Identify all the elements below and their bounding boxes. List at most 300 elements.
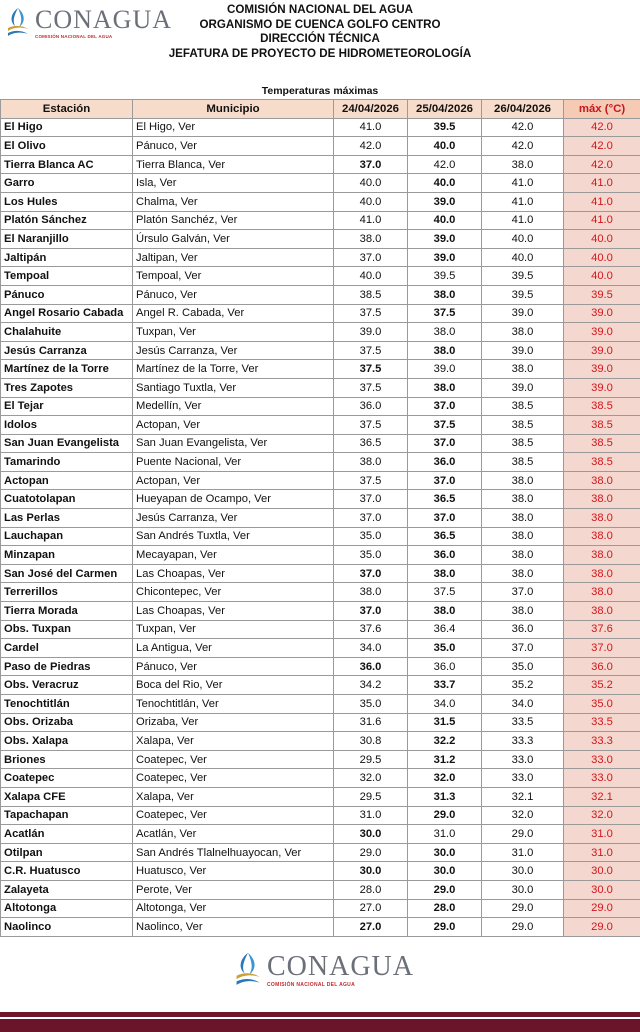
temp-max-cell: 39.0 — [564, 378, 640, 397]
station-cell: Terrerillos — [1, 583, 133, 602]
temp-day1-cell: 30.0 — [334, 862, 408, 881]
temp-day3-cell: 34.0 — [482, 695, 564, 714]
temp-day2-cell: 39.0 — [408, 192, 482, 211]
temp-day1-cell: 35.0 — [334, 546, 408, 565]
table-row — [1, 341, 640, 360]
table-row — [1, 918, 640, 937]
municipality-cell: Orizaba, Ver — [133, 713, 334, 732]
station-cell: Obs. Tuxpan — [1, 620, 133, 639]
municipality-cell: Pánuco, Ver — [133, 285, 334, 304]
table-row — [1, 769, 640, 788]
temp-max-cell: 39.5 — [564, 285, 640, 304]
station-cell: Tierra Blanca AC — [1, 155, 133, 174]
table-row — [1, 118, 640, 137]
temp-max-cell: 39.0 — [564, 323, 640, 342]
municipality-cell: El Higo, Ver — [133, 118, 334, 137]
temp-max-cell: 38.0 — [564, 490, 640, 509]
temp-max-cell: 30.0 — [564, 862, 640, 881]
temp-day3-cell: 39.5 — [482, 267, 564, 286]
table-row — [1, 434, 640, 453]
municipality-cell: San Juan Evangelista, Ver — [133, 434, 334, 453]
municipality-cell: Xalapa, Ver — [133, 732, 334, 751]
temp-day3-cell: 41.0 — [482, 174, 564, 193]
temp-day3-cell: 38.0 — [482, 527, 564, 546]
table-row — [1, 174, 640, 193]
temp-day1-cell: 40.0 — [334, 192, 408, 211]
table-row — [1, 750, 640, 769]
table-row — [1, 323, 640, 342]
table-row — [1, 527, 640, 546]
temp-day1-cell: 37.5 — [334, 304, 408, 323]
municipality-cell: Altotonga, Ver — [133, 899, 334, 918]
temp-day3-cell: 33.0 — [482, 769, 564, 788]
temp-day3-cell: 29.0 — [482, 825, 564, 844]
municipality-cell: San Andrés Tlalnelhuayocan, Ver — [133, 843, 334, 862]
municipality-cell: Huatusco, Ver — [133, 862, 334, 881]
municipality-cell: Úrsulo Galván, Ver — [133, 230, 334, 249]
temp-day3-cell: 33.0 — [482, 750, 564, 769]
table-row — [1, 192, 640, 211]
table-row — [1, 211, 640, 230]
temp-day1-cell: 40.0 — [334, 174, 408, 193]
station-cell: Cuatotolapan — [1, 490, 133, 509]
temp-day3-cell: 41.0 — [482, 211, 564, 230]
temp-day3-cell: 40.0 — [482, 248, 564, 267]
table-row — [1, 509, 640, 528]
table-row — [1, 732, 640, 751]
temp-day3-cell: 31.0 — [482, 843, 564, 862]
footer-logo-subtitle: COMISIÓN NACIONAL DEL AGUA — [267, 981, 355, 988]
temp-day1-cell: 37.5 — [334, 360, 408, 379]
municipality-cell: Tuxpan, Ver — [133, 323, 334, 342]
temp-day1-cell: 37.0 — [334, 490, 408, 509]
temp-day3-cell: 38.5 — [482, 453, 564, 472]
temp-max-cell: 38.5 — [564, 397, 640, 416]
station-cell: Obs. Xalapa — [1, 732, 133, 751]
temp-max-cell: 40.0 — [564, 248, 640, 267]
temp-day2-cell: 31.5 — [408, 713, 482, 732]
station-cell: Chalahuite — [1, 323, 133, 342]
temp-max-cell: 37.0 — [564, 639, 640, 658]
temp-day1-cell: 27.0 — [334, 899, 408, 918]
temp-day2-cell: 37.0 — [408, 509, 482, 528]
station-cell: Idolos — [1, 416, 133, 435]
header-line-agency: COMISIÓN NACIONAL DEL AGUA — [227, 3, 413, 16]
municipality-cell: Santiago Tuxtla, Ver — [133, 378, 334, 397]
temp-day1-cell: 38.0 — [334, 453, 408, 472]
temp-day2-cell: 38.0 — [408, 602, 482, 621]
temp-day3-cell: 32.1 — [482, 787, 564, 806]
temp-day2-cell: 37.0 — [408, 434, 482, 453]
station-cell: Actopan — [1, 471, 133, 490]
municipality-cell: Pánuco, Ver — [133, 137, 334, 156]
temp-day3-cell: 29.0 — [482, 918, 564, 937]
station-cell: Otilpan — [1, 843, 133, 862]
table-row — [1, 639, 640, 658]
municipality-cell: Coatepec, Ver — [133, 750, 334, 769]
temp-day3-cell: 39.0 — [482, 341, 564, 360]
temp-day3-cell: 37.0 — [482, 639, 564, 658]
temp-day3-cell: 42.0 — [482, 118, 564, 137]
temp-max-cell: 38.0 — [564, 509, 640, 528]
table-row — [1, 843, 640, 862]
table-row — [1, 397, 640, 416]
station-cell: Pánuco — [1, 285, 133, 304]
municipality-cell: Tenochtitlán, Ver — [133, 695, 334, 714]
municipality-cell: Boca del Rio, Ver — [133, 676, 334, 695]
station-cell: Naolinco — [1, 918, 133, 937]
station-cell: Tenochtitlán — [1, 695, 133, 714]
municipality-cell: Xalapa, Ver — [133, 787, 334, 806]
municipality-cell: Jesús Carranza, Ver — [133, 509, 334, 528]
table-header-row — [1, 100, 640, 119]
temp-day2-cell: 40.0 — [408, 174, 482, 193]
temp-max-cell: 39.0 — [564, 304, 640, 323]
table-row — [1, 787, 640, 806]
table-row — [1, 285, 640, 304]
station-cell: Xalapa CFE — [1, 787, 133, 806]
temp-day2-cell: 39.5 — [408, 267, 482, 286]
table-row — [1, 137, 640, 156]
table-row — [1, 248, 640, 267]
table-row — [1, 583, 640, 602]
temp-day2-cell: 29.0 — [408, 880, 482, 899]
temp-day1-cell: 38.5 — [334, 285, 408, 304]
temp-day1-cell: 29.5 — [334, 750, 408, 769]
table-row — [1, 230, 640, 249]
temp-day1-cell: 36.0 — [334, 657, 408, 676]
temp-day2-cell: 33.7 — [408, 676, 482, 695]
station-cell: Los Hules — [1, 192, 133, 211]
temp-day2-cell: 37.5 — [408, 304, 482, 323]
table-row — [1, 360, 640, 379]
station-cell: El Olivo — [1, 137, 133, 156]
temp-max-cell: 38.0 — [564, 471, 640, 490]
municipality-cell: Jesús Carranza, Ver — [133, 341, 334, 360]
station-cell: Zalayeta — [1, 880, 133, 899]
station-cell: Altotonga — [1, 899, 133, 918]
temp-day3-cell: 38.0 — [482, 471, 564, 490]
temp-day2-cell: 35.0 — [408, 639, 482, 658]
temp-max-cell: 38.0 — [564, 527, 640, 546]
temp-day1-cell: 39.0 — [334, 323, 408, 342]
temp-max-cell: 39.0 — [564, 360, 640, 379]
station-cell: Jaltipán — [1, 248, 133, 267]
station-cell: Briones — [1, 750, 133, 769]
temp-max-cell: 36.0 — [564, 657, 640, 676]
temp-max-cell: 33.0 — [564, 750, 640, 769]
temp-day3-cell: 35.2 — [482, 676, 564, 695]
station-cell: San José del Carmen — [1, 564, 133, 583]
table-row — [1, 416, 640, 435]
municipality-cell: Angel R. Cabada, Ver — [133, 304, 334, 323]
table-row — [1, 304, 640, 323]
temp-max-cell: 38.0 — [564, 564, 640, 583]
temp-day3-cell: 38.0 — [482, 490, 564, 509]
temp-day1-cell: 37.0 — [334, 248, 408, 267]
temp-max-cell: 38.0 — [564, 602, 640, 621]
temp-max-cell: 29.0 — [564, 918, 640, 937]
temp-day2-cell: 36.0 — [408, 657, 482, 676]
municipality-cell: Chalma, Ver — [133, 192, 334, 211]
document-header — [150, 3, 490, 61]
station-cell: Lauchapan — [1, 527, 133, 546]
col-header-date-2: 25/04/2026 — [408, 100, 482, 119]
temp-day2-cell: 38.0 — [408, 341, 482, 360]
table-row — [1, 471, 640, 490]
table-subtitle: Temperaturas máximas — [261, 85, 379, 97]
temp-max-cell: 38.5 — [564, 416, 640, 435]
municipality-cell: Platón Sanchéz, Ver — [133, 211, 334, 230]
temp-day2-cell: 31.0 — [408, 825, 482, 844]
col-header-municipality: Municipio — [133, 100, 334, 119]
temp-day1-cell: 37.0 — [334, 602, 408, 621]
temp-day2-cell: 37.0 — [408, 397, 482, 416]
table-row — [1, 899, 640, 918]
temp-day1-cell: 37.5 — [334, 471, 408, 490]
station-cell: Minzapan — [1, 546, 133, 565]
station-cell: Tapachapan — [1, 806, 133, 825]
station-cell: Las Perlas — [1, 509, 133, 528]
temp-max-cell: 33.0 — [564, 769, 640, 788]
station-cell: Martínez de la Torre — [1, 360, 133, 379]
temp-day3-cell: 41.0 — [482, 192, 564, 211]
temp-day2-cell: 37.5 — [408, 583, 482, 602]
temp-day1-cell: 37.5 — [334, 416, 408, 435]
temp-day1-cell: 30.0 — [334, 825, 408, 844]
temp-day3-cell: 36.0 — [482, 620, 564, 639]
temp-day2-cell: 36.4 — [408, 620, 482, 639]
temp-day1-cell: 29.5 — [334, 787, 408, 806]
temp-day2-cell: 36.5 — [408, 527, 482, 546]
temp-day3-cell: 40.0 — [482, 230, 564, 249]
temp-day1-cell: 34.0 — [334, 639, 408, 658]
temp-day3-cell: 38.5 — [482, 397, 564, 416]
temp-day3-cell: 38.5 — [482, 416, 564, 435]
station-cell: Tamarindo — [1, 453, 133, 472]
temp-day2-cell: 39.5 — [408, 118, 482, 137]
temp-max-cell: 40.0 — [564, 267, 640, 286]
station-cell: Tempoal — [1, 267, 133, 286]
logo-subtitle: COMISIÓN NACIONAL DEL AGUA — [35, 33, 113, 39]
municipality-cell: Pánuco, Ver — [133, 657, 334, 676]
temp-day2-cell: 36.5 — [408, 490, 482, 509]
temp-day2-cell: 36.0 — [408, 546, 482, 565]
temp-day2-cell: 39.0 — [408, 360, 482, 379]
temp-day1-cell: 41.0 — [334, 211, 408, 230]
footer-logo-wordmark: CONAGUA — [267, 950, 414, 982]
municipality-cell: Actopan, Ver — [133, 471, 334, 490]
temp-max-cell: 38.0 — [564, 583, 640, 602]
temp-day3-cell: 39.0 — [482, 304, 564, 323]
table-row — [1, 564, 640, 583]
station-cell: Tierra Morada — [1, 602, 133, 621]
temp-day3-cell: 42.0 — [482, 137, 564, 156]
table-row — [1, 862, 640, 881]
table-row — [1, 602, 640, 621]
municipality-cell: San Andrés Tuxtla, Ver — [133, 527, 334, 546]
temp-max-cell: 35.0 — [564, 695, 640, 714]
temp-day1-cell: 41.0 — [334, 118, 408, 137]
temp-max-cell: 41.0 — [564, 174, 640, 193]
temp-max-cell: 32.0 — [564, 806, 640, 825]
temp-day2-cell: 39.0 — [408, 230, 482, 249]
temp-day1-cell: 31.0 — [334, 806, 408, 825]
table-row — [1, 695, 640, 714]
station-cell: Paso de Piedras — [1, 657, 133, 676]
temp-day2-cell: 39.0 — [408, 248, 482, 267]
temp-day1-cell: 37.5 — [334, 341, 408, 360]
temp-day3-cell: 38.0 — [482, 155, 564, 174]
municipality-cell: Naolinco, Ver — [133, 918, 334, 937]
station-cell: Acatlán — [1, 825, 133, 844]
temp-day3-cell: 29.0 — [482, 899, 564, 918]
temp-day3-cell: 39.5 — [482, 285, 564, 304]
temp-max-cell: 29.0 — [564, 899, 640, 918]
table-row — [1, 676, 640, 695]
temp-day3-cell: 37.0 — [482, 583, 564, 602]
temp-day2-cell: 34.0 — [408, 695, 482, 714]
municipality-cell: Las Choapas, Ver — [133, 602, 334, 621]
municipality-cell: Medellín, Ver — [133, 397, 334, 416]
temp-day3-cell: 38.0 — [482, 509, 564, 528]
temp-day1-cell: 35.0 — [334, 527, 408, 546]
temp-max-cell: 38.0 — [564, 546, 640, 565]
temp-day2-cell: 38.0 — [408, 564, 482, 583]
col-header-station: Estación — [1, 100, 133, 119]
conagua-footer-logo — [232, 950, 414, 990]
temp-day2-cell: 29.0 — [408, 918, 482, 937]
temp-day3-cell: 38.5 — [482, 434, 564, 453]
temp-day2-cell: 29.0 — [408, 806, 482, 825]
station-cell: Obs. Orizaba — [1, 713, 133, 732]
station-cell: Tres Zapotes — [1, 378, 133, 397]
station-cell: Obs. Veracruz — [1, 676, 133, 695]
municipality-cell: Tierra Blanca, Ver — [133, 155, 334, 174]
header-line-direction: DIRECCIÓN TÉCNICA — [260, 32, 380, 46]
municipality-cell: Acatlán, Ver — [133, 825, 334, 844]
temp-day1-cell: 34.2 — [334, 676, 408, 695]
station-cell: Garro — [1, 174, 133, 193]
municipality-cell: Mecayapan, Ver — [133, 546, 334, 565]
col-header-max: máx (°C) — [564, 100, 640, 119]
temp-day2-cell: 40.0 — [408, 211, 482, 230]
temp-day2-cell: 32.0 — [408, 769, 482, 788]
temp-day3-cell: 38.0 — [482, 360, 564, 379]
temp-max-cell: 31.0 — [564, 825, 640, 844]
temp-max-cell: 31.0 — [564, 843, 640, 862]
temp-day2-cell: 42.0 — [408, 155, 482, 174]
temp-day3-cell: 39.0 — [482, 378, 564, 397]
temp-day1-cell: 40.0 — [334, 267, 408, 286]
footer-bar-thin — [0, 1012, 640, 1017]
temp-day2-cell: 37.0 — [408, 471, 482, 490]
table-row — [1, 880, 640, 899]
logo-wordmark: CONAGUA — [35, 4, 172, 34]
municipality-cell: Martínez de la Torre, Ver — [133, 360, 334, 379]
table-row — [1, 657, 640, 676]
municipality-cell: Hueyapan de Ocampo, Ver — [133, 490, 334, 509]
temp-max-cell: 41.0 — [564, 211, 640, 230]
temp-day3-cell: 35.0 — [482, 657, 564, 676]
temp-day1-cell: 37.5 — [334, 378, 408, 397]
station-cell: Platón Sánchez — [1, 211, 133, 230]
temp-day2-cell: 32.2 — [408, 732, 482, 751]
conagua-logo — [4, 6, 172, 40]
temp-day1-cell: 35.0 — [334, 695, 408, 714]
table-row — [1, 453, 640, 472]
temp-day3-cell: 33.5 — [482, 713, 564, 732]
municipality-cell: Chicontepec, Ver — [133, 583, 334, 602]
municipality-cell: Perote, Ver — [133, 880, 334, 899]
table-row — [1, 378, 640, 397]
temp-day2-cell: 40.0 — [408, 137, 482, 156]
temp-day2-cell: 31.3 — [408, 787, 482, 806]
temp-day1-cell: 37.0 — [334, 155, 408, 174]
temp-day1-cell: 29.0 — [334, 843, 408, 862]
temp-day1-cell: 36.0 — [334, 397, 408, 416]
footer-bar — [0, 1019, 640, 1032]
temperature-table — [0, 99, 640, 937]
table-row — [1, 713, 640, 732]
temp-max-cell: 39.0 — [564, 341, 640, 360]
municipality-cell: Tempoal, Ver — [133, 267, 334, 286]
temp-day2-cell: 30.0 — [408, 862, 482, 881]
table-row — [1, 267, 640, 286]
temp-max-cell: 42.0 — [564, 118, 640, 137]
temp-day1-cell: 31.6 — [334, 713, 408, 732]
temp-day1-cell: 30.8 — [334, 732, 408, 751]
station-cell: El Higo — [1, 118, 133, 137]
temp-max-cell: 33.5 — [564, 713, 640, 732]
temp-day1-cell: 42.0 — [334, 137, 408, 156]
temp-day3-cell: 30.0 — [482, 880, 564, 899]
temp-max-cell: 38.5 — [564, 434, 640, 453]
temp-day2-cell: 38.0 — [408, 378, 482, 397]
temp-day3-cell: 32.0 — [482, 806, 564, 825]
temp-day1-cell: 38.0 — [334, 230, 408, 249]
temp-max-cell: 33.3 — [564, 732, 640, 751]
temp-day2-cell: 31.2 — [408, 750, 482, 769]
table-row — [1, 620, 640, 639]
temp-day1-cell: 27.0 — [334, 918, 408, 937]
municipality-cell: Isla, Ver — [133, 174, 334, 193]
temp-day3-cell: 38.0 — [482, 323, 564, 342]
municipality-cell: La Antigua, Ver — [133, 639, 334, 658]
municipality-cell: Coatepec, Ver — [133, 806, 334, 825]
temp-day1-cell: 38.0 — [334, 583, 408, 602]
temp-day3-cell: 38.0 — [482, 602, 564, 621]
temp-day1-cell: 37.0 — [334, 509, 408, 528]
temp-day1-cell: 32.0 — [334, 769, 408, 788]
temp-day3-cell: 30.0 — [482, 862, 564, 881]
temp-day3-cell: 38.0 — [482, 546, 564, 565]
temp-day1-cell: 28.0 — [334, 880, 408, 899]
temp-max-cell: 38.5 — [564, 453, 640, 472]
temp-day1-cell: 37.6 — [334, 620, 408, 639]
table-row — [1, 490, 640, 509]
temp-max-cell: 30.0 — [564, 880, 640, 899]
station-cell: Cardel — [1, 639, 133, 658]
table-row — [1, 155, 640, 174]
temp-day2-cell: 38.0 — [408, 285, 482, 304]
temp-max-cell: 42.0 — [564, 137, 640, 156]
col-header-date-1: 24/04/2026 — [334, 100, 408, 119]
municipality-cell: Coatepec, Ver — [133, 769, 334, 788]
station-cell: Coatepec — [1, 769, 133, 788]
municipality-cell: Puente Nacional, Ver — [133, 453, 334, 472]
table-row — [1, 806, 640, 825]
